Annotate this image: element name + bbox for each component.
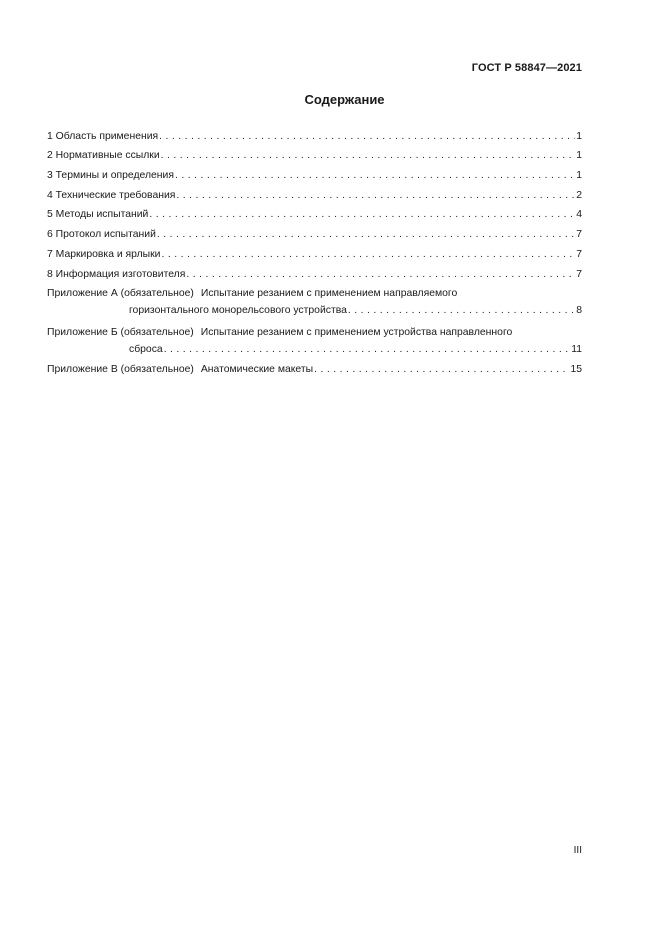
toc-title: Содержание: [304, 92, 385, 107]
toc-leader-dots: [162, 248, 576, 261]
annex-title-line2: сброса: [129, 343, 163, 355]
toc-leader-dots: [161, 149, 576, 162]
toc-entry-page: 1: [576, 150, 582, 162]
toc-entry-label: 7 Маркировка и ярлыки: [47, 248, 161, 260]
annex-title-line1: Испытание резанием с применением направляемого: [200, 287, 458, 299]
page-number: III: [573, 845, 582, 856]
table-of-contents: [47, 123, 582, 376]
toc-entry-label: 6 Протокол испытаний: [47, 229, 156, 241]
annex-designation: Приложение В (обязательное): [47, 363, 194, 375]
toc-entry-page: 1: [576, 130, 582, 142]
toc-annex-c[interactable]: [47, 356, 582, 376]
toc-leader-dots: [159, 130, 575, 143]
toc-entry-label: 1 Область применения: [47, 130, 159, 142]
toc-entry-label: 2 Нормативные ссылки: [47, 150, 160, 162]
toc-entry-page: 2: [576, 189, 582, 201]
annex-title-line2: горизонтального монорельсового устройства: [129, 304, 347, 316]
toc-entry-page: 7: [576, 229, 582, 241]
toc-entry-3[interactable]: [47, 162, 582, 182]
toc-entry-page: 1: [576, 170, 582, 182]
toc-leader-dots: [149, 208, 575, 221]
toc-leader-dots: [164, 343, 571, 356]
toc-annex-b[interactable]: [47, 320, 582, 356]
toc-entry-2[interactable]: [47, 143, 582, 163]
toc-entry-5[interactable]: [47, 202, 582, 222]
toc-entry-7[interactable]: [47, 241, 582, 261]
toc-entry-6[interactable]: [47, 221, 582, 241]
toc-entry-1[interactable]: [47, 123, 582, 143]
toc-entry-page: 15: [570, 363, 582, 375]
toc-entry-label: 8 Информация изготовителя: [47, 268, 186, 280]
toc-entry-label: 3 Термины и определения: [47, 170, 174, 182]
toc-entry-page: 11: [571, 343, 582, 355]
toc-entry-label: 4 Технические требования: [47, 189, 176, 201]
toc-leader-dots: [176, 189, 575, 202]
toc-entry-8[interactable]: [47, 261, 582, 281]
annex-title-line1: Испытание резанием с применением устройства направленного: [200, 326, 513, 338]
toc-leader-dots: [314, 363, 569, 376]
toc-leader-dots: [186, 268, 575, 281]
annex-designation: Приложение А (обязательное): [47, 287, 194, 299]
toc-leader-dots: [157, 228, 575, 241]
toc-leader-dots: [348, 304, 575, 317]
toc-entry-page: 4: [576, 209, 582, 221]
toc-entry-page: 7: [576, 248, 582, 260]
toc-annex-a[interactable]: [47, 281, 582, 317]
annex-designation: Приложение Б (обязательное): [47, 326, 194, 338]
document-code: ГОСТ Р 58847—2021: [471, 62, 582, 74]
toc-entry-page: 7: [576, 268, 582, 280]
toc-leader-dots: [175, 169, 575, 182]
toc-entry-page: 8: [576, 304, 582, 316]
annex-title-line1: Анатомические макеты: [200, 363, 314, 375]
toc-entry-label: 5 Методы испытаний: [47, 209, 149, 221]
toc-entry-4[interactable]: [47, 182, 582, 202]
